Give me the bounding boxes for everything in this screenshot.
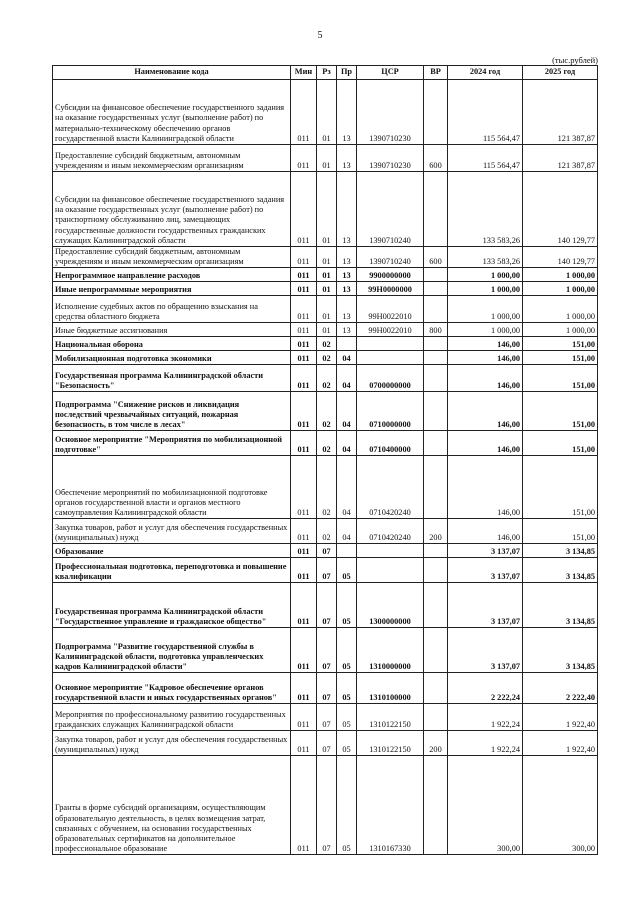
cell-min: 011: [291, 673, 317, 704]
table-row: [53, 544, 598, 558]
table-row: [53, 247, 598, 268]
cell-name: Иные бюджетные ассигнования: [53, 323, 291, 337]
cell-csr: 99Н0000000: [357, 282, 424, 296]
cell-csr: [357, 544, 424, 558]
cell-csr: 9900000000: [357, 268, 424, 282]
cell-name: Мероприятия по профессиональному развитию государственных гражданских служащих Калининградской области: [53, 704, 291, 731]
cell-pr: 05: [337, 583, 357, 628]
cell-vr: [424, 673, 448, 704]
cell-name: Предоставление субсидий бюджетным, автономным учреждениям и иным некоммерческим организациям: [53, 145, 291, 172]
cell-csr: 0710000000: [357, 392, 424, 431]
cell-min: 011: [291, 172, 317, 247]
cell-y2025: 151,00: [523, 337, 598, 351]
cell-rz: 02: [317, 351, 337, 365]
table-row: [53, 323, 598, 337]
header-2024: 2024 год: [448, 66, 523, 80]
cell-y2025: 151,00: [523, 431, 598, 456]
cell-csr: 1310167330: [357, 756, 424, 855]
cell-vr: [424, 172, 448, 247]
cell-y2024: 146,00: [448, 337, 523, 351]
table-row: [53, 145, 598, 172]
cell-csr: 99Н0022010: [357, 323, 424, 337]
cell-csr: 0710400000: [357, 431, 424, 456]
cell-min: 011: [291, 392, 317, 431]
table-row: [53, 431, 598, 456]
cell-vr: [424, 282, 448, 296]
cell-min: 011: [291, 558, 317, 583]
cell-vr: 200: [424, 519, 448, 544]
cell-csr: 1300000000: [357, 583, 424, 628]
cell-rz: 01: [317, 268, 337, 282]
cell-min: 011: [291, 323, 317, 337]
cell-rz: 02: [317, 392, 337, 431]
cell-csr: [357, 351, 424, 365]
table-row: [53, 351, 598, 365]
table-row: [53, 172, 598, 247]
cell-name: Закупка товаров, работ и услуг для обеспечения государственных (муниципальных) нужд: [53, 731, 291, 756]
cell-y2025: 1 000,00: [523, 323, 598, 337]
cell-csr: 99Н0022010: [357, 296, 424, 323]
cell-pr: 05: [337, 704, 357, 731]
cell-y2025: 140 129,77: [523, 172, 598, 247]
cell-pr: 04: [337, 392, 357, 431]
cell-rz: 07: [317, 628, 337, 673]
cell-pr: 04: [337, 351, 357, 365]
cell-pr: 13: [337, 247, 357, 268]
cell-vr: [424, 365, 448, 392]
cell-rz: 02: [317, 337, 337, 351]
header-name: Наименование кода: [53, 66, 291, 80]
cell-min: 011: [291, 431, 317, 456]
cell-y2024: 1 000,00: [448, 323, 523, 337]
cell-pr: 04: [337, 431, 357, 456]
cell-rz: 02: [317, 365, 337, 392]
table-row: [53, 731, 598, 756]
cell-y2025: 3 134,85: [523, 628, 598, 673]
cell-csr: 0710420240: [357, 456, 424, 519]
cell-name: Исполнение судебных актов по обращению взыскания на средства областного бюджета: [53, 296, 291, 323]
cell-min: 011: [291, 583, 317, 628]
cell-name: Обеспечение мероприятий по мобилизационной подготовке органов государственной власти и органов местного самоуправления Калининградской области: [53, 456, 291, 519]
header-csr: ЦСР: [357, 66, 424, 80]
cell-min: 011: [291, 337, 317, 351]
cell-pr: 05: [337, 673, 357, 704]
cell-y2025: 1 000,00: [523, 268, 598, 282]
cell-vr: [424, 351, 448, 365]
cell-y2025: 1 000,00: [523, 282, 598, 296]
cell-csr: 1310122150: [357, 704, 424, 731]
cell-y2025: 140 129,77: [523, 247, 598, 268]
cell-rz: 01: [317, 80, 337, 145]
cell-vr: [424, 80, 448, 145]
table-row: [53, 268, 598, 282]
cell-y2024: 300,00: [448, 756, 523, 855]
cell-y2025: 1 922,40: [523, 731, 598, 756]
cell-name: Основное мероприятие "Мероприятия по мобилизационной подготовке": [53, 431, 291, 456]
cell-rz: 01: [317, 282, 337, 296]
cell-y2024: 1 922,24: [448, 731, 523, 756]
cell-name: Субсидии на финансовое обеспечение государственного задания на оказание государственных услуг (выполнение работ) по материально-техническому обеспечению органов государственной власти Калининградской области: [53, 80, 291, 145]
cell-min: 011: [291, 365, 317, 392]
cell-min: 011: [291, 731, 317, 756]
header-min: Мин: [291, 66, 317, 80]
cell-y2024: 1 000,00: [448, 282, 523, 296]
cell-y2024: 3 137,07: [448, 628, 523, 673]
cell-y2024: 3 137,07: [448, 558, 523, 583]
cell-name: Иные непрограммные мероприятия: [53, 282, 291, 296]
cell-rz: 01: [317, 172, 337, 247]
cell-name: Национальная оборона: [53, 337, 291, 351]
cell-vr: [424, 583, 448, 628]
cell-y2024: 115 564,47: [448, 145, 523, 172]
table-row: [53, 558, 598, 583]
cell-min: 011: [291, 456, 317, 519]
cell-vr: 800: [424, 323, 448, 337]
cell-csr: 1390710230: [357, 145, 424, 172]
cell-csr: 0710420240: [357, 519, 424, 544]
cell-rz: 01: [317, 247, 337, 268]
cell-vr: [424, 431, 448, 456]
cell-rz: 01: [317, 145, 337, 172]
cell-y2025: 121 387,87: [523, 80, 598, 145]
cell-pr: 13: [337, 172, 357, 247]
cell-y2024: 146,00: [448, 456, 523, 519]
cell-rz: 07: [317, 583, 337, 628]
cell-rz: 07: [317, 544, 337, 558]
cell-pr: [337, 544, 357, 558]
cell-name: Субсидии на финансовое обеспечение государственного задания на оказание государственных услуг (выполнение работ) по транспортному обслуживанию лиц, замещающих государственные должности государственных гражданских служащих Калининградской области: [53, 172, 291, 247]
cell-y2025: 1 922,40: [523, 704, 598, 731]
cell-rz: 02: [317, 456, 337, 519]
cell-min: 011: [291, 351, 317, 365]
cell-vr: [424, 392, 448, 431]
cell-rz: 07: [317, 673, 337, 704]
header-2025: 2025 год: [523, 66, 598, 80]
cell-vr: [424, 456, 448, 519]
cell-y2025: 121 387,87: [523, 145, 598, 172]
cell-pr: 13: [337, 323, 357, 337]
table-row: [53, 456, 598, 519]
cell-rz: 02: [317, 519, 337, 544]
table-row: [53, 282, 598, 296]
cell-min: 011: [291, 80, 317, 145]
cell-vr: [424, 296, 448, 323]
cell-min: 011: [291, 628, 317, 673]
cell-min: 011: [291, 268, 317, 282]
page-number: 5: [317, 30, 323, 41]
cell-csr: 1390710240: [357, 247, 424, 268]
cell-csr: [357, 558, 424, 583]
cell-y2024: 146,00: [448, 519, 523, 544]
cell-y2025: 151,00: [523, 456, 598, 519]
cell-pr: 04: [337, 456, 357, 519]
cell-rz: 07: [317, 558, 337, 583]
cell-y2025: 151,00: [523, 519, 598, 544]
cell-name: Гранты в форме субсидий организациям, осуществляющим образовательную деятельность, в целях возмещения затрат, связанных с обучением, на основании государственных образовательных сертификатов на дополнительное профессиональное образование: [53, 756, 291, 855]
cell-csr: [357, 337, 424, 351]
cell-vr: [424, 704, 448, 731]
units-label: (тыс.рублей): [552, 55, 598, 65]
cell-name: Профессиональная подготовка, переподготовка и повышение квалификации: [53, 558, 291, 583]
cell-pr: 13: [337, 145, 357, 172]
cell-vr: [424, 268, 448, 282]
table-row: [53, 628, 598, 673]
cell-y2024: 3 137,07: [448, 544, 523, 558]
cell-y2024: 1 000,00: [448, 268, 523, 282]
cell-csr: 1310100000: [357, 673, 424, 704]
cell-min: 011: [291, 247, 317, 268]
cell-rz: 07: [317, 704, 337, 731]
cell-y2024: 133 583,26: [448, 172, 523, 247]
cell-pr: 05: [337, 558, 357, 583]
cell-y2024: 146,00: [448, 365, 523, 392]
cell-pr: 05: [337, 628, 357, 673]
cell-pr: [337, 337, 357, 351]
cell-vr: 600: [424, 145, 448, 172]
table-row: [53, 519, 598, 544]
cell-min: 011: [291, 544, 317, 558]
table-row: [53, 704, 598, 731]
cell-pr: 13: [337, 296, 357, 323]
cell-y2024: 1 000,00: [448, 296, 523, 323]
table-header-row: [53, 66, 598, 80]
cell-y2025: 3 134,85: [523, 583, 598, 628]
cell-min: 011: [291, 296, 317, 323]
cell-vr: 200: [424, 731, 448, 756]
cell-min: 011: [291, 145, 317, 172]
cell-name: Государственная программа Калининградской области "Безопасность": [53, 365, 291, 392]
cell-name: Непрограммное направление расходов: [53, 268, 291, 282]
cell-pr: 04: [337, 519, 357, 544]
cell-y2025: 151,00: [523, 351, 598, 365]
cell-pr: 13: [337, 282, 357, 296]
cell-min: 011: [291, 282, 317, 296]
cell-csr: 1390710230: [357, 80, 424, 145]
cell-name: Мобилизационная подготовка экономики: [53, 351, 291, 365]
cell-y2024: 115 564,47: [448, 80, 523, 145]
cell-y2025: 3 134,85: [523, 558, 598, 583]
table-row: [53, 365, 598, 392]
table-row: [53, 392, 598, 431]
cell-y2024: 1 922,24: [448, 704, 523, 731]
cell-vr: [424, 756, 448, 855]
cell-min: 011: [291, 519, 317, 544]
cell-rz: 07: [317, 731, 337, 756]
cell-name: Государственная программа Калининградской области "Государственное управление и гражданское общество": [53, 583, 291, 628]
cell-name: Образование: [53, 544, 291, 558]
cell-name: Подпрограмма "Снижение рисков и ликвидация последствий чрезвычайных ситуаций, пожарная безопасность, в том числе в лесах": [53, 392, 291, 431]
cell-pr: 05: [337, 756, 357, 855]
cell-csr: 1310000000: [357, 628, 424, 673]
cell-y2024: 2 222,24: [448, 673, 523, 704]
cell-name: Предоставление субсидий бюджетным, автономным учреждениям и иным некоммерческим организациям: [53, 247, 291, 268]
table-row: [53, 673, 598, 704]
table-row: [53, 296, 598, 323]
header-rz: Рз: [317, 66, 337, 80]
cell-min: 011: [291, 704, 317, 731]
cell-pr: 13: [337, 80, 357, 145]
cell-rz: 02: [317, 431, 337, 456]
cell-rz: 07: [317, 756, 337, 855]
cell-y2025: 151,00: [523, 365, 598, 392]
cell-min: 011: [291, 756, 317, 855]
cell-y2025: 3 134,85: [523, 544, 598, 558]
cell-rz: 01: [317, 296, 337, 323]
cell-y2025: 300,00: [523, 756, 598, 855]
cell-pr: 13: [337, 268, 357, 282]
cell-rz: 01: [317, 323, 337, 337]
header-vr: ВР: [424, 66, 448, 80]
cell-y2024: 146,00: [448, 431, 523, 456]
cell-y2025: 2 222,40: [523, 673, 598, 704]
cell-name: Подпрограмма "Развитие государственной службы в Калининградской области, подготовка управленческих кадров Калининградской области": [53, 628, 291, 673]
budget-table: [52, 65, 598, 855]
cell-vr: [424, 544, 448, 558]
cell-pr: 05: [337, 731, 357, 756]
cell-y2024: 133 583,26: [448, 247, 523, 268]
table-row: [53, 337, 598, 351]
cell-y2024: 146,00: [448, 392, 523, 431]
cell-csr: 0700000000: [357, 365, 424, 392]
cell-vr: [424, 558, 448, 583]
cell-csr: 1310122150: [357, 731, 424, 756]
cell-csr: 1390710240: [357, 172, 424, 247]
cell-y2024: 3 137,07: [448, 583, 523, 628]
cell-name: Закупка товаров, работ и услуг для обеспечения государственных (муниципальных) нужд: [53, 519, 291, 544]
cell-name: Основное мероприятие "Кадровое обеспечение органов государственной власти и иных государственных органов": [53, 673, 291, 704]
header-pr: Пр: [337, 66, 357, 80]
table-row: [53, 583, 598, 628]
table-row: [53, 756, 598, 855]
cell-vr: 600: [424, 247, 448, 268]
cell-y2024: 146,00: [448, 351, 523, 365]
cell-pr: 04: [337, 365, 357, 392]
cell-y2025: 1 000,00: [523, 296, 598, 323]
cell-vr: [424, 628, 448, 673]
cell-vr: [424, 337, 448, 351]
table-row: [53, 80, 598, 145]
cell-y2025: 151,00: [523, 392, 598, 431]
